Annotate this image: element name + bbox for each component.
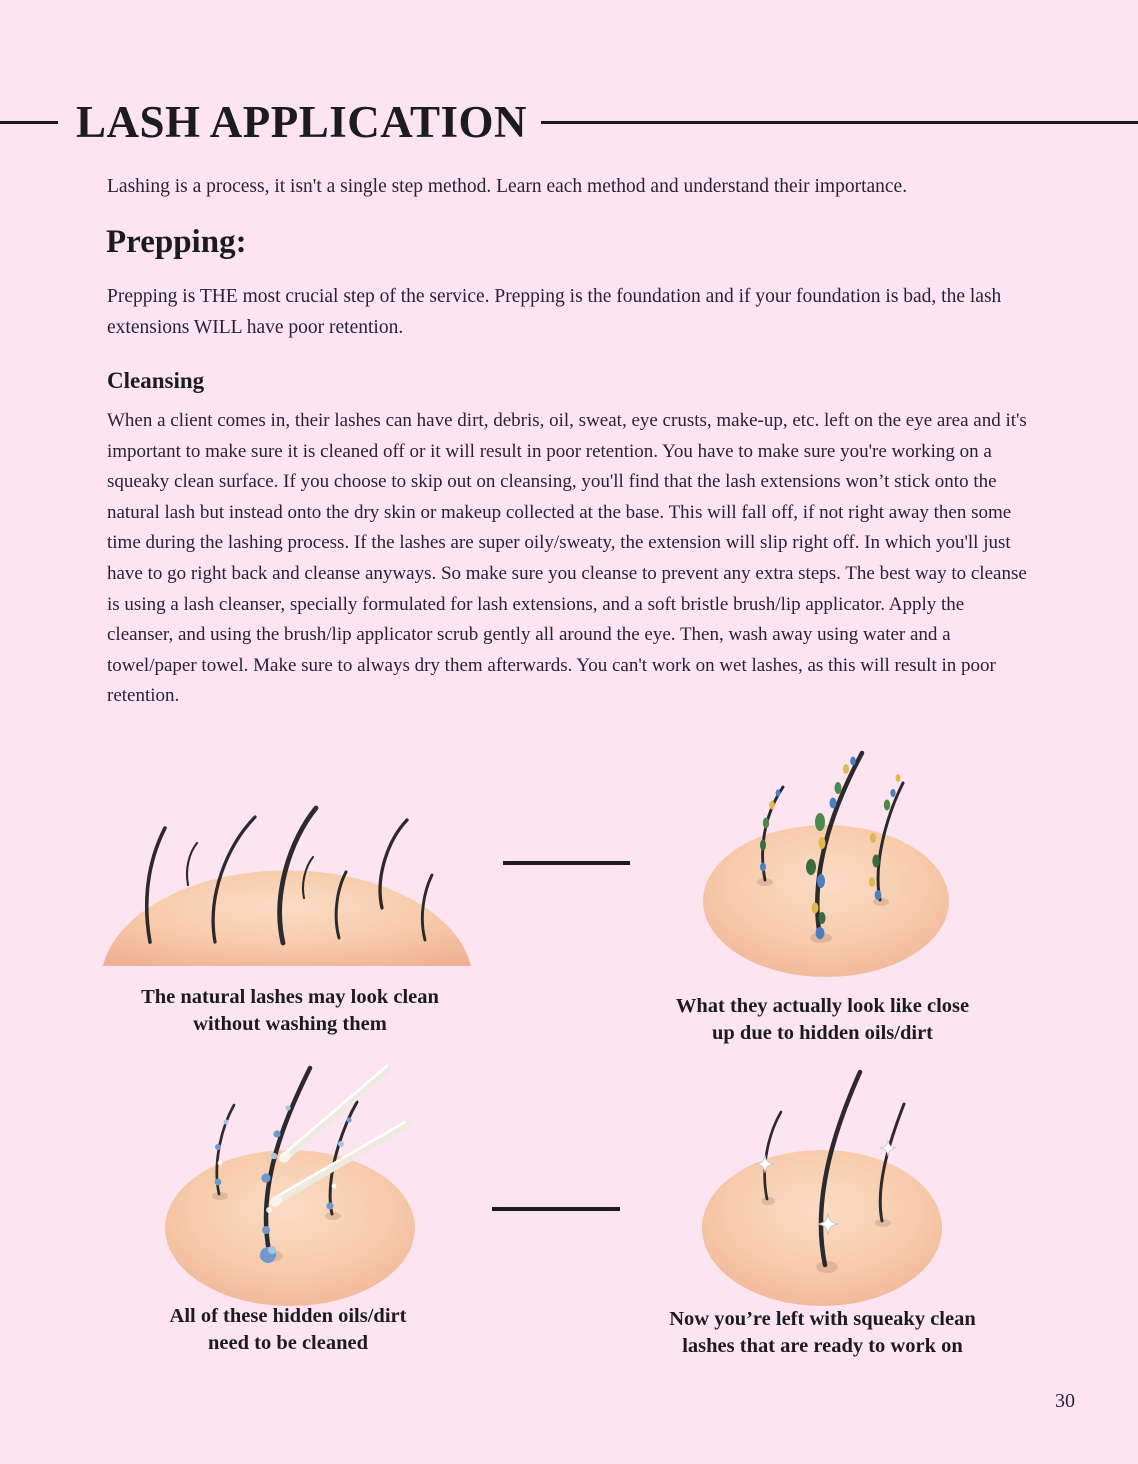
figure-connector-line-top: [503, 861, 630, 865]
title-rule-left: [0, 121, 58, 124]
figure-caption-clean-lashes: [645, 1306, 1000, 1359]
skin-surface: [165, 1150, 415, 1306]
figure-caption-natural-lashes: [100, 984, 480, 1037]
caption-line-1: Now you’re left with squeaky clean: [669, 1308, 976, 1330]
cleansing-heading: Cleansing: [107, 368, 205, 393]
page-title: LASH APPLICATION: [76, 97, 527, 147]
figure-natural-lashes-illustration: [100, 785, 474, 970]
skin-surface: [103, 870, 471, 966]
caption-line-2: lashes that are ready to work on: [682, 1334, 963, 1357]
cleansing-body-text: When a client comes in, their lashes can have dirt, debris, oil, sweat, eye crusts, make-up, etc. left on the eye area and it's important to make sure it is cleaned off or it will result in poor retention. You have to make sure you're working on a squeaky clean surface. If you choose to skip out on cleansing, you'll find that the lash extensions won’t stick onto the natural lash but instead onto the dry skin or makeup collected at the base. This will fall off, if not right away then some time during the lashing process. If the lashes are super oily/sweaty, the extension will slip right off. In which you'll just have to go right back and cleanse anyways. So make sure you cleanse to prevent any extra steps. The best way to cleanse is using a lash cleanser, specially formulated for lash extensions, and a soft bristle brush/lip applicator. Apply the cleanser, and using the brush/lip applicator scrub gently all around the eye. Then, wash away using water and a towel/paper towel. Make sure to always dry them afterwards. You can't work on wet lashes, as this will result in poor retention.: [107, 410, 1027, 707]
figure-clean-lashes-illustration: [695, 1060, 1005, 1308]
prepping-heading: Prepping:: [106, 224, 247, 260]
caption-line-1: The natural lashes may look clean: [141, 986, 439, 1008]
caption-line-2: without washing them: [193, 1012, 387, 1035]
figure-caption-dirty-lashes: [650, 993, 995, 1046]
page-header: [0, 96, 1138, 149]
caption-line-1: All of these hidden oils/dirt: [169, 1305, 407, 1327]
page-number: 30: [1055, 1390, 1075, 1412]
figure-dirty-lashes-illustration: [695, 745, 1005, 983]
prepping-body-text: Prepping is THE most crucial step of the service. Prepping is the foundation and if your foundation is bad, the lash extensions WILL have poor retention.: [107, 286, 1002, 338]
figure-cleaning-lashes-illustration: [125, 1060, 455, 1310]
caption-line-2: need to be cleaned: [208, 1331, 368, 1354]
title-rule-right: [541, 121, 1138, 124]
figure-connector-line-bottom: [492, 1207, 620, 1211]
caption-line-1: What they actually look like close: [675, 995, 970, 1017]
figure-caption-cleaning-lashes: [108, 1303, 468, 1356]
intro-text: Lashing is a process, it isn't a single step method. Learn each method and understand their importance.: [107, 176, 908, 197]
caption-line-2: up due to hidden oils/dirt: [711, 1021, 933, 1044]
